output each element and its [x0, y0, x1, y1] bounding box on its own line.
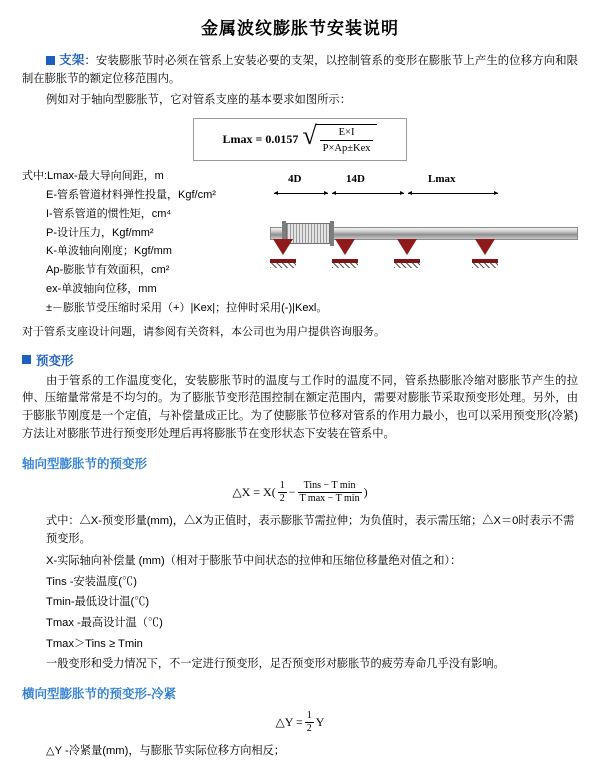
figure-label-4d: 4D: [288, 172, 302, 185]
support-hatch: [332, 263, 358, 268]
formula-lmax: [193, 118, 407, 161]
formula-lmax-lhs: Lmax = 0.0157: [222, 131, 299, 146]
legend-and-figure: [22, 167, 578, 318]
legend-item-5: Ap-膨胀节有效面积，cm²: [46, 264, 170, 277]
lateral-predeform-heading: 横向型膨胀节的预变形-冷紧: [22, 687, 177, 702]
axial-closing-note: 一般变形和受力情况下，不一定进行预变形，足否预变形对膨胀节的疲劳寿命几乎没有影响。: [46, 658, 505, 671]
support-anchor-4: [472, 239, 498, 263]
formula-numerator: E×I: [320, 126, 374, 141]
arrow-lmax: [408, 193, 498, 194]
legend-item-4: K-单波轴向刚度；Kgf/mm: [46, 245, 172, 258]
figure-label-14d: 14D: [346, 172, 365, 185]
support-triangle-icon: [273, 239, 293, 255]
figure-labels: [270, 173, 578, 189]
axial-equation-minus: −: [288, 485, 296, 499]
axial-variable-3: Tmax -最高设计温（℃): [46, 617, 163, 629]
axial-variable-0: X-实际轴向补偿量 (mm)（相对于膨胀节中间状态的拉伸和压缩位移量绝对值之和）：: [46, 554, 462, 567]
axial-equation: [22, 480, 578, 505]
predeform-heading: [22, 351, 578, 369]
pipe-support-figure: [270, 167, 578, 318]
lateral-equation-rhs: Y: [315, 715, 325, 730]
legend-item-6: ex-单波轴向位移，mm: [46, 283, 157, 296]
axial-variable-4: Tmax＞Tins ≥ Tmin: [46, 637, 143, 650]
sqrt-expression: [302, 120, 377, 155]
axial-predeform-heading: 轴向型膨胀节的预变形: [22, 457, 148, 471]
axial-equation-lhs: △X = X(: [232, 485, 276, 499]
axial-equation-rhs: ): [363, 485, 368, 499]
support-hatch: [394, 263, 420, 268]
support-triangle-icon: [397, 239, 417, 255]
radical-icon: √: [302, 120, 317, 150]
support-anchor-3: [394, 239, 420, 263]
legend-item-0: 式中:Lmax-最大导向间距，m: [22, 169, 164, 182]
predeform-paragraph: 由于管系的工作温度变化，安装膨胀节时的温度与工作时的温度不同，管系热膨胀冷缩对膨胀节产生的拉伸、压缩量常常是不均匀的。为了膨胀节变形范围控制在额定范围内，需要对膨胀节采取预变形处理。另外，由于膨胀节刚度是一个定值，与补偿量成正比。为了使膨胀节位移对管系的作用力最小，也可以采用预变形(冷紧)方法让对膨胀节进行预变形处理后再将膨胀节在变形状态下安装在管系中。: [22, 374, 578, 441]
document-page: [0, 14, 600, 758]
support-section-heading: 支架: [59, 53, 85, 67]
axial-variable-2: Tmin-最低设计温(℃): [46, 596, 150, 609]
arrow-14d: [332, 193, 404, 194]
support-paragraph-1-text: 安装膨胀节时必须在管系上安装必要的支架，以控制管系的变形在膨胀节上产生的位移方向和限制在膨胀节的额定位移范围内。: [22, 55, 578, 85]
support-anchor-1: [270, 239, 296, 263]
square-bullet-icon: [22, 355, 31, 364]
lateral-equation-half: $\frac{1}{2}$: [306, 710, 312, 735]
legend-item-3: P-设计压力，Kgf/mm²: [46, 226, 154, 239]
axial-variable-list: [22, 551, 578, 655]
pipe-assembly-drawing: [270, 201, 578, 275]
legend-item-2: I-管系管道的惯性矩，cm⁴: [46, 207, 172, 220]
support-paragraph-2: 例如对于轴向型膨胀节，它对管系支座的基本要求如图所示：: [46, 93, 352, 106]
axial-where-intro: 式中：△X-预变形量(mm)，△X为正值时，表示膨胀节需拉伸；为负值时，表示需压缩；△X＝0时表示不需预变形。: [46, 515, 575, 545]
support-anchor-2: [332, 239, 358, 263]
formula-denominator: P×Ap±Kex: [322, 142, 371, 154]
axial-equation-temp-fraction: $\frac{\text{Tins − T min}}{\text{T max − T min}}$: [299, 480, 360, 504]
support-hatch: [270, 263, 296, 268]
lateral-equation-lhs: △Y =: [275, 715, 303, 730]
arrow-4d: [274, 193, 328, 194]
lateral-equation: [22, 710, 578, 735]
support-section-paragraph-1: 支架：安装膨胀节时必须在管系上安装必要的支架，以控制管系的变形在膨胀节上产生的位移方向和限制在膨胀节的额定位移范围内。: [22, 53, 578, 85]
axial-equation-half: $\frac{1}{2}$: [279, 480, 285, 504]
support-triangle-icon: [335, 239, 355, 255]
page-title: 金属波纹膨胀节安装说明: [201, 19, 399, 38]
predeform-heading-label: 预变形: [36, 353, 74, 368]
legend-item-7: ±－膨胀节受压缩时采用（+）|Kex|；拉伸时采用(-)|Kexl。: [46, 302, 328, 315]
support-hatch: [472, 263, 498, 268]
legend-item-1: E-管系管道材料弹性投量，Kgf/cm²: [46, 188, 216, 201]
axial-variable-1: Tins -安装温度(℃): [46, 575, 137, 588]
figure-dimension-arrows: [270, 189, 578, 199]
figure-label-lmax: Lmax: [428, 172, 456, 185]
lateral-note: △Y -冷紧量(mm)，与膨胀节实际位移方向相反；: [46, 745, 285, 758]
support-triangle-icon: [475, 239, 495, 255]
support-design-note: 对于管系支座设计问题，请参阅有关资料，本公司也为用户提供咨询服务。: [22, 326, 385, 339]
square-bullet-icon: [46, 56, 55, 65]
